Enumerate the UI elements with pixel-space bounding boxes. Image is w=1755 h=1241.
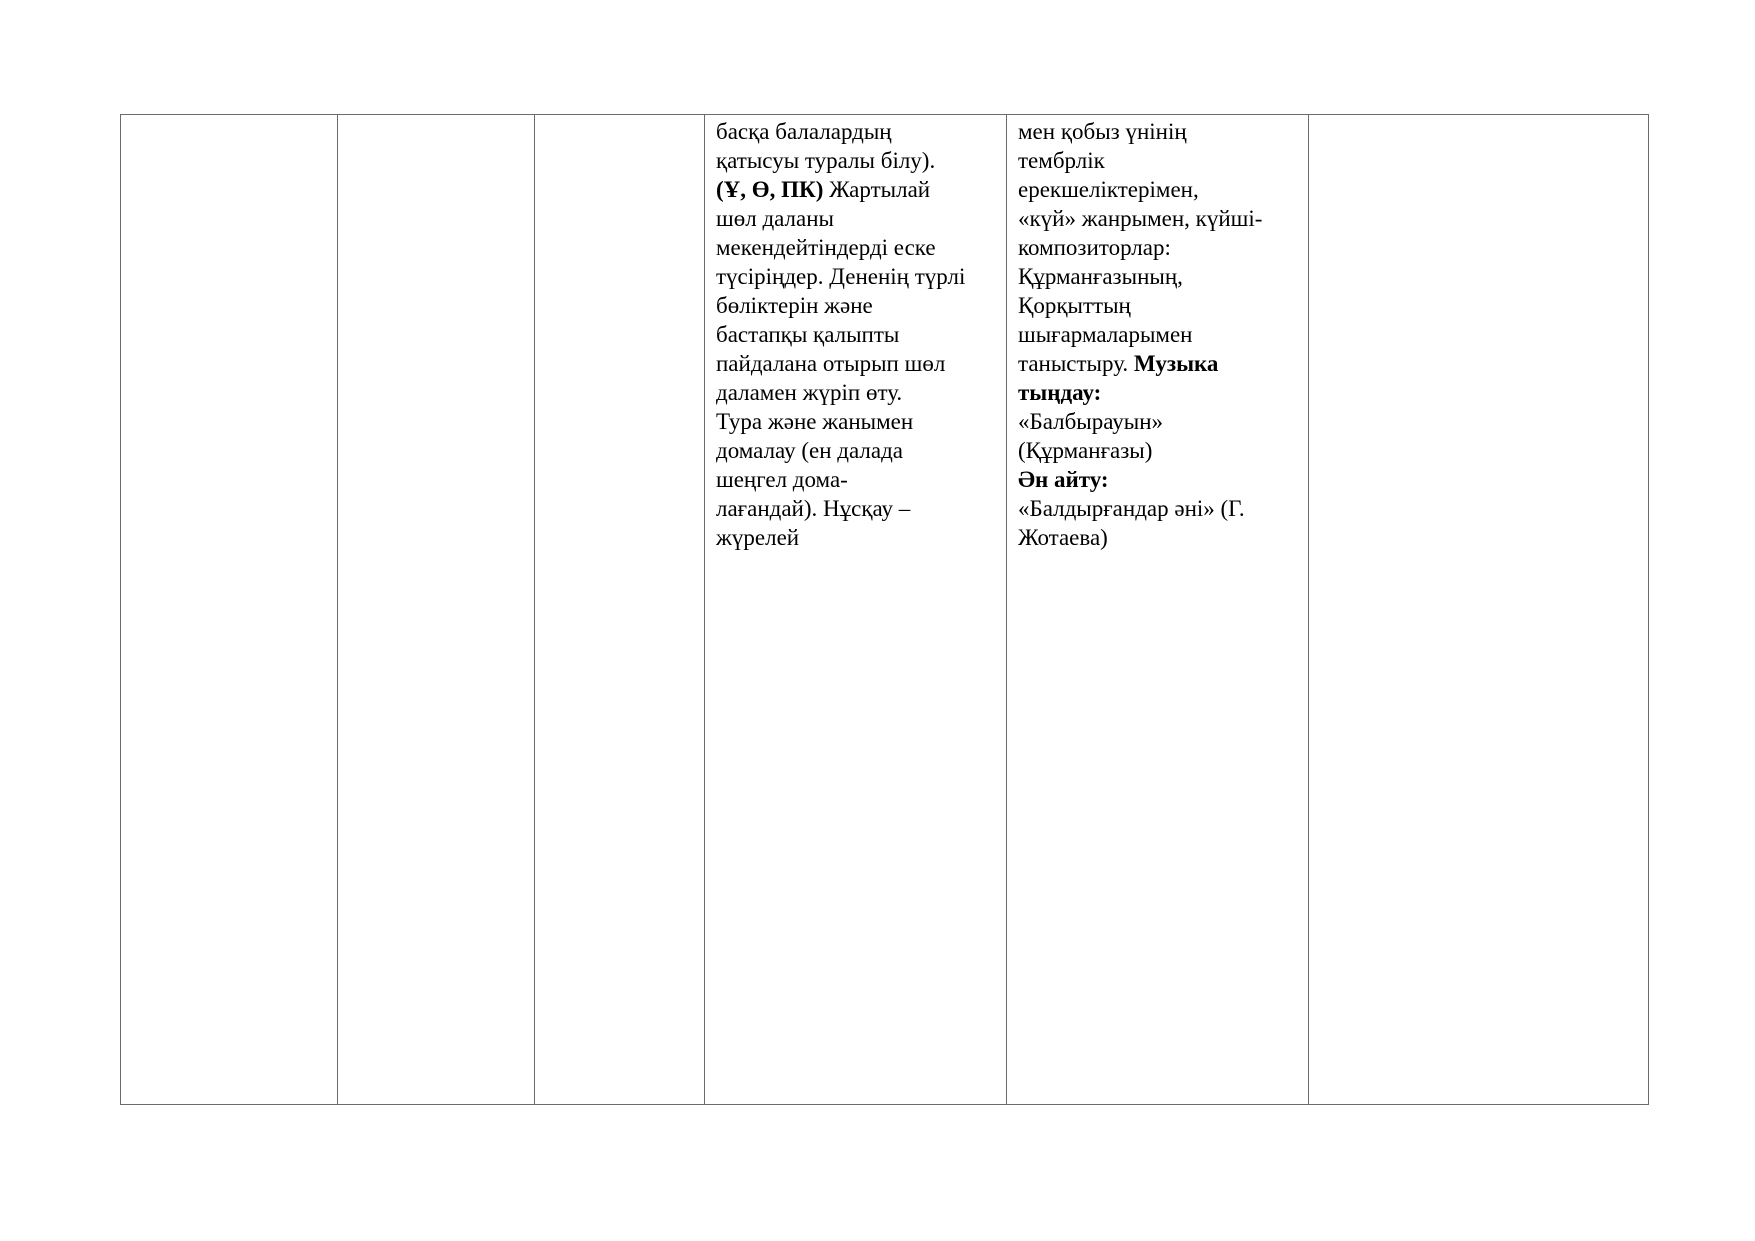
text-line: мекендейтіндерді еске xyxy=(716,235,936,260)
text-line: бастапқы қалыпты xyxy=(716,322,900,347)
text-line: ерекшеліктерімен, xyxy=(1018,177,1199,202)
table-cell-col-3 xyxy=(535,115,705,1105)
table-cell-col-1 xyxy=(121,115,338,1105)
text-line: шеңгел дома- xyxy=(716,467,848,492)
text-line: (Құрманғазы) xyxy=(1018,438,1153,463)
text-line: лағандай). Нұсқау – xyxy=(716,496,911,521)
text-line: бөліктерін және xyxy=(716,293,873,318)
table-cell-col-2 xyxy=(338,115,535,1105)
text-line xyxy=(1018,378,1298,407)
text-run: таныстыру. xyxy=(1018,351,1134,376)
text-line xyxy=(1018,465,1298,494)
text-line: тембрлік xyxy=(1018,148,1105,173)
music-activity-text xyxy=(1007,115,1308,552)
bold-text-run: Ән айту: xyxy=(1018,467,1109,492)
table-cell-col-6 xyxy=(1309,115,1649,1105)
physical-education-activity-text xyxy=(705,115,1006,552)
table-row xyxy=(121,115,1649,1105)
text-line: Жотаева) xyxy=(1018,525,1108,550)
text-line: Құрманғазының, xyxy=(1018,264,1183,289)
text-line: шөл даланы xyxy=(716,206,834,231)
text-line: шығармаларымен xyxy=(1018,322,1193,347)
text-line: композиторлар: xyxy=(1018,235,1171,260)
text-line xyxy=(1018,349,1298,378)
bold-text-run: (Ұ, Ө, ПК) xyxy=(716,177,824,202)
text-line: жүрелей xyxy=(716,525,800,550)
lesson-plan-table xyxy=(120,114,1649,1105)
text-line: «күй» жанрымен, күйші- xyxy=(1018,206,1263,231)
text-line: түсіріңдер. Дененің түрлі xyxy=(716,264,966,289)
text-line: пайдалана отырып шөл xyxy=(716,351,946,376)
text-line: «Балдырғандар әні» (Г. xyxy=(1018,496,1245,521)
table-cell-col-4 xyxy=(705,115,1007,1105)
text-line: Тура және жанымен xyxy=(716,409,914,434)
table-cell-col-5 xyxy=(1007,115,1309,1105)
text-line: мен қобыз үнінің xyxy=(1018,119,1187,144)
text-line: басқа балалардың xyxy=(716,119,892,144)
text-line: қатысуы туралы білу). xyxy=(716,148,936,173)
bold-text-run: тыңдау: xyxy=(1018,380,1102,405)
bold-text-run: Музыка xyxy=(1133,351,1219,376)
text-line: Қорқыттың xyxy=(1018,293,1131,318)
text-line: даламен жүріп өту. xyxy=(716,380,903,405)
text-line: домалау (ен далада xyxy=(716,438,903,463)
text-run: Жартылай xyxy=(823,177,931,202)
text-line: «Балбырауын» xyxy=(1018,409,1164,434)
text-line xyxy=(716,175,996,204)
